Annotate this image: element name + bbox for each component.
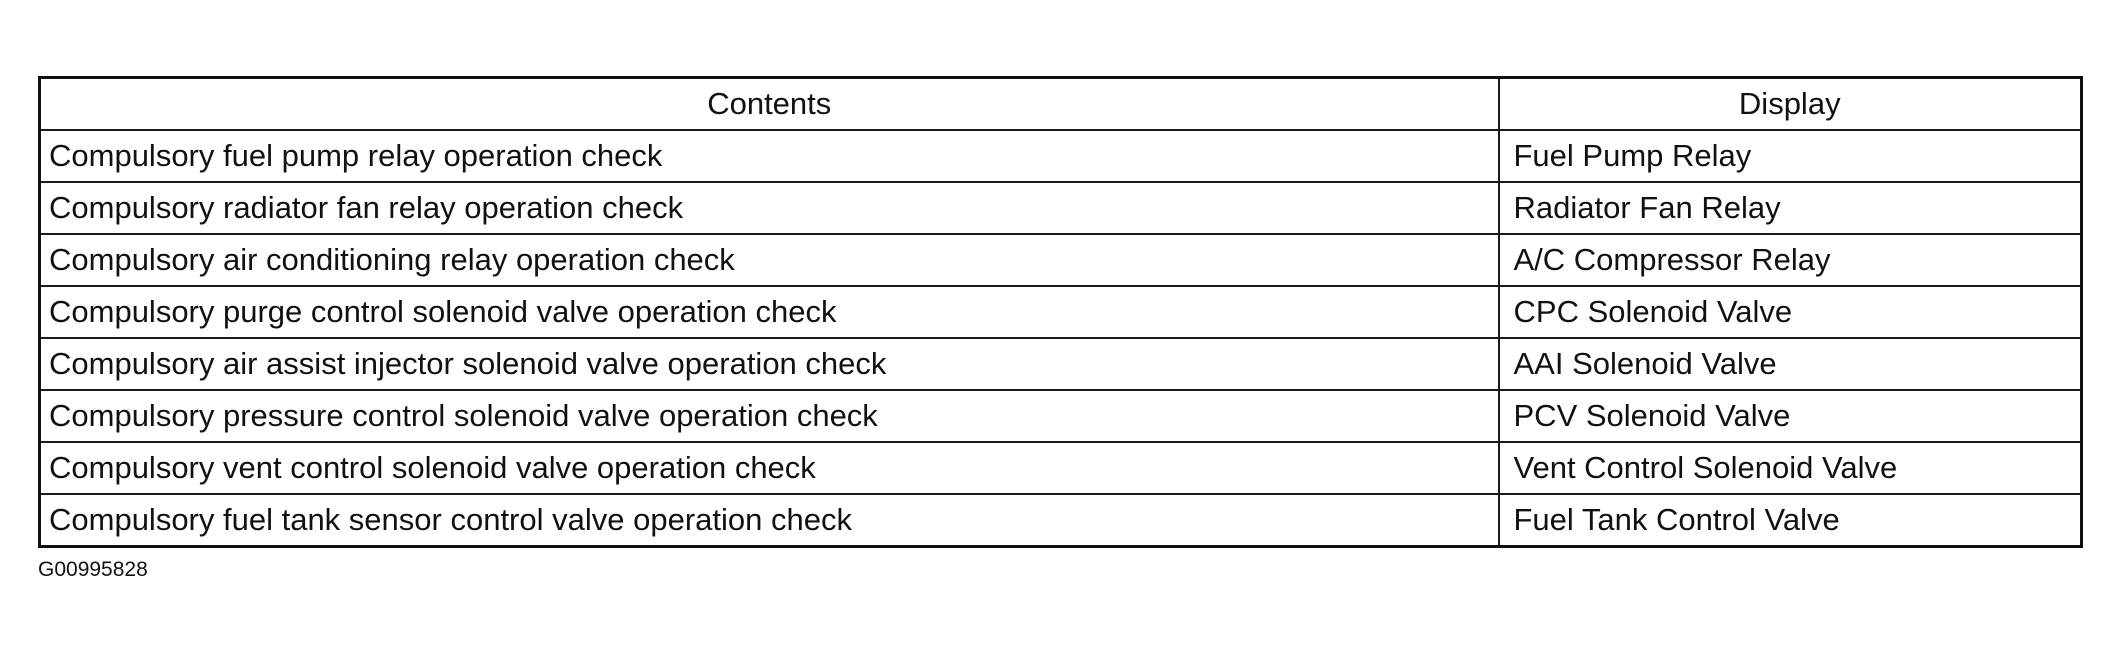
header-row — [40, 78, 2082, 131]
display-cell: Fuel Pump Relay — [1499, 130, 2082, 182]
contents-cell: Compulsory pressure control solenoid valve operation check — [40, 390, 1499, 442]
table-row — [40, 182, 2082, 234]
display-cell: Fuel Tank Control Valve — [1499, 494, 2082, 547]
contents-cell: Compulsory radiator fan relay operation check — [40, 182, 1499, 234]
header-contents: Contents — [40, 78, 1499, 131]
table-row — [40, 338, 2082, 390]
contents-cell: Compulsory air assist injector solenoid valve operation check — [40, 338, 1499, 390]
table-row — [40, 234, 2082, 286]
table-row — [40, 442, 2082, 494]
display-cell: Vent Control Solenoid Valve — [1499, 442, 2082, 494]
operation-check-table — [38, 76, 2083, 548]
display-cell: Radiator Fan Relay — [1499, 182, 2082, 234]
table-row — [40, 494, 2082, 547]
table-container — [38, 76, 2080, 548]
display-cell: AAI Solenoid Valve — [1499, 338, 2082, 390]
contents-cell: Compulsory air conditioning relay operation check — [40, 234, 1499, 286]
display-cell: CPC Solenoid Valve — [1499, 286, 2082, 338]
table-row — [40, 390, 2082, 442]
table-row — [40, 130, 2082, 182]
table-row — [40, 286, 2082, 338]
contents-cell: Compulsory purge control solenoid valve operation check — [40, 286, 1499, 338]
display-cell: PCV Solenoid Valve — [1499, 390, 2082, 442]
contents-cell: Compulsory fuel pump relay operation check — [40, 130, 1499, 182]
figure-id-label: G00995828 — [38, 558, 148, 581]
header-display: Display — [1499, 78, 2082, 131]
display-cell: A/C Compressor Relay — [1499, 234, 2082, 286]
contents-cell: Compulsory vent control solenoid valve operation check — [40, 442, 1499, 494]
contents-cell: Compulsory fuel tank sensor control valve operation check — [40, 494, 1499, 547]
